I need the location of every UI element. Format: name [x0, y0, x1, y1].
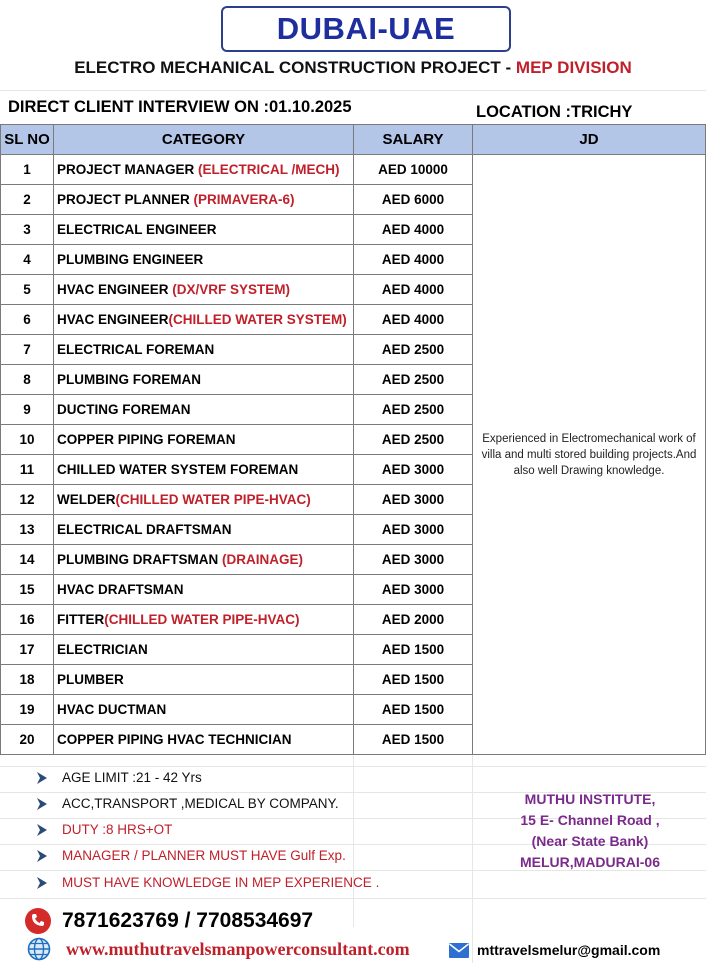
category-cell: [54, 695, 354, 725]
sl-no-cell: 18: [1, 665, 54, 695]
requirement-text: MUST HAVE KNOWLEDGE IN MEP EXPERIENCE .: [62, 875, 380, 890]
category-text: COPPER PIPING HVAC TECHNICIAN: [57, 732, 292, 747]
page-title: DUBAI-UAE: [221, 6, 511, 52]
sl-no-cell: 1: [1, 155, 54, 185]
salary-cell: AED 3000: [354, 545, 473, 575]
globe-icon: [26, 937, 52, 961]
sl-no-cell: 3: [1, 215, 54, 245]
salary-cell: AED 6000: [354, 185, 473, 215]
sl-no-cell: 16: [1, 605, 54, 635]
category-cell: [54, 485, 354, 515]
salary-cell: AED 3000: [354, 575, 473, 605]
requirement-item: [36, 822, 172, 837]
category-cell: [54, 455, 354, 485]
category-text: HVAC ENGINEER: [57, 312, 169, 327]
salary-cell: AED 4000: [354, 275, 473, 305]
sl-no-cell: 17: [1, 635, 54, 665]
salary-cell: AED 2500: [354, 395, 473, 425]
requirement-text: ACC,TRANSPORT ,MEDICAL BY COMPANY.: [62, 796, 339, 811]
category-cell: [54, 425, 354, 455]
salary-cell: AED 2500: [354, 365, 473, 395]
salary-cell: AED 1500: [354, 665, 473, 695]
category-cell: [54, 305, 354, 335]
sl-no-cell: 10: [1, 425, 54, 455]
category-detail: (CHILLED WATER SYSTEM): [168, 312, 347, 327]
salary-cell: AED 3000: [354, 455, 473, 485]
category-cell: [54, 665, 354, 695]
category-cell: [54, 725, 354, 755]
sl-no-cell: 4: [1, 245, 54, 275]
mail-icon: [448, 942, 470, 959]
chevron-right-icon: [36, 823, 48, 837]
category-text: ELECTRICAL ENGINEER: [57, 222, 217, 237]
sheet-gridline: [472, 755, 473, 963]
subtitle-division: MEP DIVISION: [515, 58, 632, 77]
salary-cell: AED 1500: [354, 695, 473, 725]
salary-cell: AED 10000: [354, 155, 473, 185]
category-text: COPPER PIPING FOREMAN: [57, 432, 236, 447]
category-cell: [54, 275, 354, 305]
salary-cell: AED 4000: [354, 305, 473, 335]
interview-date: DIRECT CLIENT INTERVIEW ON :01.10.2025: [8, 98, 352, 116]
category-text: PLUMBING DRAFTSMAN: [57, 552, 222, 567]
category-text: DUCTING FOREMAN: [57, 402, 191, 417]
job-description-cell: Experienced in Electromechanical work of villa and multi stored building projects.And also well Drawing knowledge.: [473, 155, 706, 755]
category-text: PLUMBING ENGINEER: [57, 252, 204, 267]
category-text: HVAC DRAFTSMAN: [57, 582, 184, 597]
header-category: CATEGORY: [54, 125, 354, 155]
sl-no-cell: 6: [1, 305, 54, 335]
subtitle-main: ELECTRO MECHANICAL CONSTRUCTION PROJECT -: [74, 58, 516, 77]
category-text: ELECTRICAL DRAFTSMAN: [57, 522, 232, 537]
sl-no-cell: 19: [1, 695, 54, 725]
header-salary: SALARY: [354, 125, 473, 155]
category-cell: [54, 185, 354, 215]
sl-no-cell: 9: [1, 395, 54, 425]
requirement-item: [36, 875, 379, 890]
category-text: WELDER: [57, 492, 116, 507]
requirement-item: [36, 796, 339, 811]
salary-cell: AED 2500: [354, 335, 473, 365]
category-text: PROJECT MANAGER: [57, 162, 199, 177]
category-text: PLUMBER: [57, 672, 124, 687]
requirement-item: [36, 848, 346, 863]
office-address: [474, 789, 706, 873]
category-text: HVAC DUCTMAN: [57, 702, 167, 717]
category-cell: [54, 215, 354, 245]
sheet-gridline: [353, 755, 354, 927]
table-header-row: [1, 125, 706, 155]
sl-no-cell: 11: [1, 455, 54, 485]
category-cell: [54, 515, 354, 545]
category-detail: (ELECTRICAL /MECH): [198, 162, 340, 177]
phone-numbers[interactable]: 7871623769 / 7708534697: [62, 909, 314, 932]
address-line: 15 E- Channel Road ,: [520, 812, 660, 828]
interview-location: LOCATION :TRICHY: [476, 103, 633, 121]
salary-cell: AED 3000: [354, 485, 473, 515]
salary-cell: AED 4000: [354, 245, 473, 275]
website-link[interactable]: www.muthutravelsmanpowerconsultant.com: [66, 939, 410, 959]
requirement-text: MANAGER / PLANNER MUST HAVE Gulf Exp.: [62, 848, 346, 863]
project-subtitle: [0, 58, 706, 78]
chevron-right-icon: [36, 849, 48, 863]
category-text: CHILLED WATER SYSTEM FOREMAN: [57, 462, 299, 477]
sl-no-cell: 2: [1, 185, 54, 215]
category-detail: (PRIMAVERA-6): [193, 192, 295, 207]
category-detail: (DRAINAGE): [222, 552, 303, 567]
category-text: HVAC ENGINEER: [57, 282, 173, 297]
chevron-right-icon: [36, 797, 48, 811]
email-link[interactable]: mttravelsmelur@gmail.com: [477, 942, 661, 958]
chevron-right-icon: [36, 771, 48, 785]
phone-icon: [24, 907, 52, 935]
sl-no-cell: 12: [1, 485, 54, 515]
address-line: (Near State Bank): [531, 833, 649, 849]
sl-no-cell: 13: [1, 515, 54, 545]
category-detail: (DX/VRF SYSTEM): [172, 282, 291, 297]
jobs-table: [0, 124, 706, 755]
requirement-item: [36, 770, 202, 785]
table-row: [1, 155, 706, 185]
category-cell: [54, 365, 354, 395]
category-cell: [54, 335, 354, 365]
sheet-gridline: [0, 90, 706, 91]
category-cell: [54, 605, 354, 635]
category-detail: (CHILLED WATER PIPE-HVAC): [104, 612, 300, 627]
salary-cell: AED 3000: [354, 515, 473, 545]
sl-no-cell: 7: [1, 335, 54, 365]
category-cell: [54, 575, 354, 605]
sl-no-cell: 5: [1, 275, 54, 305]
salary-cell: AED 4000: [354, 215, 473, 245]
sl-no-cell: 14: [1, 545, 54, 575]
category-cell: [54, 545, 354, 575]
requirement-text: DUTY :8 HRS+OT: [62, 822, 173, 837]
requirement-text: AGE LIMIT :21 - 42 Yrs: [62, 770, 202, 785]
category-text: ELECTRICIAN: [57, 642, 148, 657]
category-text: ELECTRICAL FOREMAN: [57, 342, 215, 357]
salary-cell: AED 2500: [354, 425, 473, 455]
category-cell: [54, 245, 354, 275]
header-jd: JD: [473, 125, 706, 155]
salary-cell: AED 1500: [354, 725, 473, 755]
category-text: PROJECT PLANNER: [57, 192, 194, 207]
sl-no-cell: 15: [1, 575, 54, 605]
header-sl-no: SL NO: [1, 125, 54, 155]
salary-cell: AED 2000: [354, 605, 473, 635]
category-text: PLUMBING FOREMAN: [57, 372, 201, 387]
category-cell: [54, 635, 354, 665]
sl-no-cell: 20: [1, 725, 54, 755]
category-cell: [54, 155, 354, 185]
sl-no-cell: 8: [1, 365, 54, 395]
address-line: MUTHU INSTITUTE,: [524, 791, 656, 807]
category-detail: (CHILLED WATER PIPE-HVAC): [115, 492, 311, 507]
category-cell: [54, 395, 354, 425]
salary-cell: AED 1500: [354, 635, 473, 665]
chevron-right-icon: [36, 876, 48, 890]
address-line: MELUR,MADURAI-06: [520, 854, 660, 870]
category-text: FITTER: [57, 612, 105, 627]
